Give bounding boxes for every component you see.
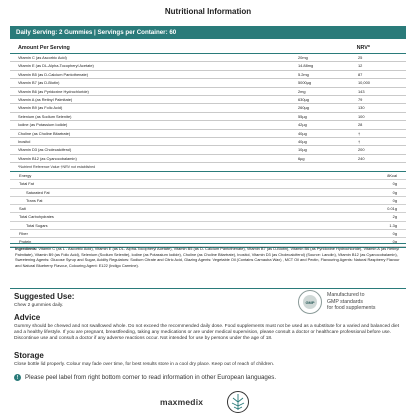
nutrient-nrv: 100 xyxy=(358,113,365,119)
nutrient-row xyxy=(10,121,406,129)
brand-logo-icon xyxy=(226,390,250,414)
nutrient-name: Vitamin A (as Retinyl Palmitate) xyxy=(18,96,73,102)
peel-text: Please peel label from right bottom corner to read information in other European languages. xyxy=(25,374,277,381)
nutrient-amount: 40µg xyxy=(298,138,307,144)
nutrition-table-header xyxy=(10,45,406,54)
nutrient-nrv: 25 xyxy=(358,55,363,60)
nutrient-nrv: 240 xyxy=(358,155,365,161)
nutrient-name: Selenium (as Sodium Selenite) xyxy=(18,113,72,119)
nutrient-amount: 5000µg xyxy=(298,80,312,86)
nutrient-amount: 6µg xyxy=(298,155,305,161)
gmp-seal-icon xyxy=(298,290,322,314)
gmp-line-3: for food supplements xyxy=(327,305,376,312)
nutrient-amount: 2mg xyxy=(298,88,306,94)
nutrient-row xyxy=(10,96,406,104)
nutrient-name: Vitamin C (as Ascorbic Acid) xyxy=(18,55,67,60)
energy-value: 8Kcal xyxy=(387,173,397,178)
nutrient-nrv: 10,000 xyxy=(358,80,370,86)
footnote: *Nutrient Reference Value †NRV not established xyxy=(18,165,96,169)
energy-name: Fiber xyxy=(19,231,28,237)
storage-text: Close bottle lid properly. Colour may fade over time, for best results store in a cool dry place. Keep out of reach of children. xyxy=(14,362,275,367)
nutrient-amount: 10µg xyxy=(298,147,307,153)
nutrient-name: Vitamin B12 (as Cyanocobalamin) xyxy=(18,155,77,161)
energy-name: Total Fat xyxy=(19,181,34,187)
energy-value: 1.3g xyxy=(389,222,397,228)
nutrient-amount: 630µg xyxy=(298,96,309,102)
gmp-seal-label: GMP xyxy=(303,295,317,309)
nutrient-amount: 40µg xyxy=(298,130,307,136)
nutrient-amount: 14.88mg xyxy=(298,63,314,69)
nutrient-amount: 55µg xyxy=(298,113,307,119)
energy-row xyxy=(10,189,406,197)
nutrition-rows xyxy=(10,54,406,163)
ingredients-label: Ingredients: xyxy=(15,246,38,251)
energy-name: Protein xyxy=(19,239,32,245)
energy-name: Trans Fat xyxy=(26,197,43,203)
nutrient-amount: 42µg xyxy=(298,122,307,128)
nutrient-amount: 20mg xyxy=(298,55,308,60)
energy-value: 0g xyxy=(392,181,397,187)
gmp-line-2: GMP standards xyxy=(327,298,363,305)
energy-row xyxy=(10,205,406,213)
energy-row xyxy=(10,222,406,230)
energy-name: Total Carbohydrates xyxy=(19,214,54,220)
info-icon: ! xyxy=(14,374,21,381)
energy-name: Energy xyxy=(19,173,32,178)
nutrient-name: Choline (as Choline Bitartrate) xyxy=(18,130,71,136)
nutrition-title: Nutritional Information xyxy=(164,7,252,16)
nutrient-name: Vitamin E (as DL-Alpha-Tocopheryl Acetate) xyxy=(18,63,94,69)
nutrient-name: Vitamin B5 (as D-Calcium Pantothenate) xyxy=(18,71,88,77)
nutrient-name: Iodine (as Potassium Iodide) xyxy=(18,122,68,128)
energy-value: 0g xyxy=(392,189,397,195)
gmp-text xyxy=(327,292,375,311)
nutrient-nrv: 12 xyxy=(358,63,363,69)
energy-name: Saturated Fat xyxy=(26,189,50,195)
energy-name: Total Sugars xyxy=(26,222,48,228)
energy-table xyxy=(10,171,406,248)
storage-heading: Storage xyxy=(14,351,44,360)
nutrient-amount: 260µg xyxy=(298,105,309,111)
nutrient-nrv: † xyxy=(358,138,361,144)
nrv-header: NRV* xyxy=(356,45,370,51)
nutrient-nrv: 200 xyxy=(358,147,365,153)
nutrient-row xyxy=(10,146,406,154)
nutrient-row xyxy=(10,113,406,121)
gmp-line-1: Manufactured to xyxy=(327,292,365,299)
nutrient-row xyxy=(10,138,406,146)
nutrient-name: Vitamin B7 (as D-Biotin) xyxy=(18,80,60,86)
serving-bar: Daily Serving: 2 Gummies | Servings per Container: 60 xyxy=(10,26,406,39)
nutrient-row xyxy=(10,155,406,163)
ingredients-box xyxy=(10,243,406,289)
energy-value: 2g xyxy=(392,214,397,220)
amount-header: Amount Per Serving xyxy=(18,45,70,51)
energy-value: 0g xyxy=(392,197,397,203)
nutrient-amount: 5.2mg xyxy=(298,71,309,77)
nutrient-row xyxy=(10,104,406,112)
nutrient-name: Vitamin D3 (as Cholecalciferol) xyxy=(18,147,72,153)
peel-notice xyxy=(14,374,276,381)
nutrient-name: Vitamin B9 (as Folic Acid) xyxy=(18,105,63,111)
suggested-use-heading: Suggested Use: xyxy=(14,292,75,301)
energy-row xyxy=(10,172,406,180)
energy-value: 0g xyxy=(392,231,397,237)
energy-name: Salt xyxy=(19,206,26,212)
nutrient-nrv: 28 xyxy=(358,122,363,128)
energy-row xyxy=(10,230,406,238)
nutrition-table xyxy=(10,45,406,163)
nutrient-nrv: 87 xyxy=(358,71,363,77)
nutrient-nrv: 143 xyxy=(358,88,365,94)
nutrient-name: Inositol xyxy=(18,138,31,144)
nutrient-name: Vitamin B6 (as Pyridoxine Hydrochloride) xyxy=(18,88,89,94)
nutrient-row xyxy=(10,79,406,87)
nutrient-nrv: 79 xyxy=(358,96,363,102)
brand-name: maxmedix xyxy=(160,397,204,407)
advice-heading: Advice xyxy=(14,313,41,322)
energy-row xyxy=(10,180,406,188)
nutrient-nrv: † xyxy=(358,130,361,136)
energy-row xyxy=(10,197,406,205)
ingredients-text: Vitamin C (as L - Ascorbic Acid), Vitamin E (as DL- Alpha-Tocopheryl Acetate), Vitamin B5 (as D- Calcium Pantothenate), Vitamin B7 (as D-Biotin), Vitamin B6 (as Pyridoxine Hydrochloride), Vitamin A (as Retinyl Palmitate), Vitamin B9 (as Folic Acid), Selenium (Sodium Selenite), Iodine (as Potassium Iodide), Choline (as Choline Bitartrate), Inositol, Vitamin D3 (as Cholecalciferol) (Source: Lanolin), Vitamin B12 (as Cyanocobalamin), Sweetening Agents: Glucose Syrup and Sugar, Acidity Regulators: Sodium Citrate and Citric Acid, Glazing Agents: Vegetable Oil (Contains Carnauba Wax) , MCT Oil and Pectin, Flavouring Agents: Natural Raspberry Flavour and Natural Blueberry Flavour, Colouring Agent: E122 (Indigo Carmine). xyxy=(15,246,400,268)
nutrient-row xyxy=(10,54,406,62)
nutrient-row xyxy=(10,130,406,138)
suggested-use-text: Chew 2 gummies daily. xyxy=(14,303,64,308)
energy-value: 0g xyxy=(392,239,397,245)
nutrient-row xyxy=(10,88,406,96)
advice-text: Gummy should be chewed and not swallowed whole. Do not exceed the recommended daily dose. Food supplements must not be used as a substitute for a varied and balanced diet and a healthy lifestyle. If you are pregnant, breastfeeding, taking any medications or are under medical supervision, please consult a doctor or healthcare professional before use. Discontinue use and consult a doctor if any adverse reactions occur. Not intended for use by persons under the age of 18. xyxy=(14,324,400,341)
nutrient-row xyxy=(10,62,406,70)
nutrient-row xyxy=(10,71,406,79)
gmp-badge xyxy=(298,288,402,316)
nutrient-nrv: 130 xyxy=(358,105,365,111)
energy-row xyxy=(10,213,406,221)
energy-value: 0.01g xyxy=(387,206,397,212)
